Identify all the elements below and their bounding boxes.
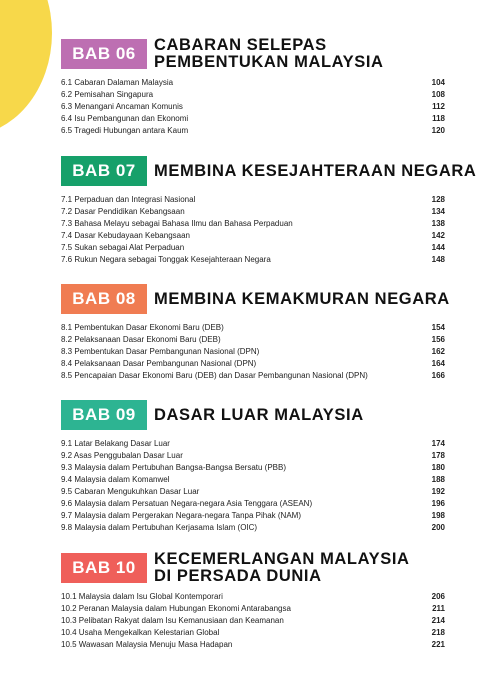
toc-entry-page: 206 <box>431 592 445 601</box>
toc-entry-page: 148 <box>431 255 445 264</box>
chapter-badge: BAB 08 <box>61 284 147 314</box>
toc-entry-page: 128 <box>431 195 445 204</box>
toc-entry-label: 9.7 Malaysia dalam Pergerakan Negara-negara Tanpa Pihak (NAM) <box>61 511 301 520</box>
toc-entry-page: 138 <box>431 219 445 228</box>
toc-entry-label: 10.2 Peranan Malaysia dalam Hubungan Ekonomi Antarabangsa <box>61 604 291 613</box>
toc-entry[interactable] <box>61 370 445 382</box>
toc-entry[interactable] <box>61 486 445 498</box>
toc-entry-label: 10.1 Malaysia dalam Isu Global Kontemporari <box>61 592 223 601</box>
toc-entry-label: 7.6 Rukun Negara sebagai Tonggak Kesejahteraan Negara <box>61 255 271 264</box>
toc-entry-label: 8.4 Pelaksanaan Dasar Pembangunan Nasional (DPN) <box>61 359 257 368</box>
toc-entry-page: 198 <box>431 511 445 520</box>
chapter-badge: BAB 10 <box>61 553 147 583</box>
toc-entry[interactable] <box>61 218 445 230</box>
chapter-badge: BAB 06 <box>61 39 147 69</box>
toc-entry-page: 142 <box>431 231 445 240</box>
toc-entry-page: 218 <box>431 628 445 637</box>
toc-entry-page: 180 <box>431 463 445 472</box>
chapter-title-line-1: MEMBINA KESEJAHTERAAN NEGARA <box>154 162 477 180</box>
toc-entry-label: 7.2 Dasar Pendidikan Kebangsaan <box>61 207 185 216</box>
chapter-badge: BAB 09 <box>61 400 147 430</box>
chapter-title-line-1: MEMBINA KEMAKMURAN NEGARA <box>154 290 450 308</box>
toc-entry-label: 6.4 Isu Pembangunan dan Ekonomi <box>61 114 189 123</box>
toc-entry[interactable] <box>61 462 445 474</box>
chapter-header <box>61 156 477 190</box>
toc-entry[interactable] <box>61 77 445 89</box>
toc-entry[interactable] <box>61 322 445 334</box>
toc-entry[interactable] <box>61 627 445 639</box>
toc-entry-label: 10.5 Wawasan Malaysia Menuju Masa Hadapan <box>61 640 233 649</box>
chapter-title <box>154 551 410 585</box>
toc-entry-label: 9.1 Latar Belakang Dasar Luar <box>61 439 170 448</box>
toc-entry[interactable] <box>61 89 445 101</box>
chapter-title-line-1: DASAR LUAR MALAYSIA <box>154 406 364 424</box>
toc-entry[interactable] <box>61 254 445 266</box>
toc-entry[interactable] <box>61 230 445 242</box>
toc-entry[interactable] <box>61 242 445 254</box>
chapter-header <box>61 284 450 318</box>
toc-entry-page: 178 <box>431 451 445 460</box>
decorative-yellow-circle <box>0 0 52 136</box>
toc-entry-label: 6.3 Menangani Ancaman Komunis <box>61 102 183 111</box>
toc-entry[interactable] <box>61 206 445 218</box>
toc-list <box>61 77 445 137</box>
toc-entry-label: 9.3 Malaysia dalam Pertubuhan Bangsa-Bangsa Bersatu (PBB) <box>61 463 287 472</box>
chapter-header <box>61 550 445 587</box>
chapter-title-line-2: PEMBENTUKAN MALAYSIA <box>154 53 384 71</box>
toc-entry-label: 9.5 Cabaran Mengukuhkan Dasar Luar <box>61 487 200 496</box>
toc-entry-page: 196 <box>431 499 445 508</box>
toc-entry[interactable] <box>61 522 445 534</box>
toc-entry-page: 214 <box>431 616 445 625</box>
toc-entry-page: 156 <box>431 335 445 344</box>
toc-entry-label: 6.1 Cabaran Dalaman Malaysia <box>61 78 174 87</box>
chapter-bab-08 <box>61 284 450 382</box>
chapter-title <box>154 37 384 71</box>
toc-entry-page: 154 <box>431 323 445 332</box>
chapter-header <box>61 400 445 434</box>
toc-entry-label: 7.4 Dasar Kebudayaan Kebangsaan <box>61 231 190 240</box>
toc-entry-label: 9.6 Malaysia dalam Persatuan Negara-negara Asia Tenggara (ASEAN) <box>61 499 313 508</box>
toc-list <box>61 591 445 651</box>
toc-entry[interactable] <box>61 358 445 370</box>
toc-entry-page: 104 <box>431 78 445 87</box>
toc-entry-label: 10.3 Pelibatan Rakyat dalam Isu Kemanusiaan dan Keamanan <box>61 616 284 625</box>
toc-entry[interactable] <box>61 194 445 206</box>
toc-list <box>61 438 445 534</box>
toc-entry-label: 9.8 Malaysia dalam Pertubuhan Kerjasama Islam (OIC) <box>61 523 258 532</box>
toc-entry-page: 211 <box>432 604 445 613</box>
toc-list <box>61 322 445 382</box>
toc-entry[interactable] <box>61 474 445 486</box>
toc-entry[interactable] <box>61 450 445 462</box>
toc-entry-page: 166 <box>431 371 445 380</box>
chapter-bab-09 <box>61 400 445 534</box>
toc-entry-label: 7.5 Sukan sebagai Alat Perpaduan <box>61 243 185 252</box>
toc-entry-label: 7.1 Perpaduan dan Integrasi Nasional <box>61 195 196 204</box>
chapter-title <box>154 407 364 424</box>
toc-entry-page: 162 <box>431 347 445 356</box>
toc-entry-page: 221 <box>431 640 445 649</box>
toc-entry-label: 8.1 Pembentukan Dasar Ekonomi Baru (DEB) <box>61 323 224 332</box>
chapter-bab-10 <box>61 550 445 651</box>
toc-entry-label: 8.5 Pencapaian Dasar Ekonomi Baru (DEB) dan Dasar Pembangunan Nasional (DPN) <box>61 371 368 380</box>
toc-entry-label: 9.4 Malaysia dalam Komanwel <box>61 475 170 484</box>
toc-entry[interactable] <box>61 498 445 510</box>
chapter-badge: BAB 07 <box>61 156 147 186</box>
toc-entry-page: 120 <box>431 126 445 135</box>
toc-entry[interactable] <box>61 101 445 113</box>
toc-entry-label: 8.2 Pelaksanaan Dasar Ekonomi Baru (DEB) <box>61 335 221 344</box>
toc-entry[interactable] <box>61 334 445 346</box>
toc-entry-page: 144 <box>431 243 445 252</box>
chapter-header <box>61 36 445 73</box>
toc-entry-page: 200 <box>431 523 445 532</box>
chapter-title-line-1: KECEMERLANGAN MALAYSIA <box>154 550 410 568</box>
toc-entry-label: 9.2 Asas Penggubalan Dasar Luar <box>61 451 183 460</box>
toc-entry[interactable] <box>61 113 445 125</box>
toc-entry-page: 188 <box>431 475 445 484</box>
toc-entry-page: 118 <box>432 114 445 123</box>
toc-entry-page: 112 <box>432 102 445 111</box>
chapter-bab-06 <box>61 36 445 137</box>
toc-entry-label: 6.2 Pemisahan Singapura <box>61 90 154 99</box>
toc-list <box>61 194 445 266</box>
toc-entry-page: 192 <box>431 487 445 496</box>
toc-entry[interactable] <box>61 591 445 603</box>
toc-entry-label: 7.3 Bahasa Melayu sebagai Bahasa Ilmu dan Bahasa Perpaduan <box>61 219 293 228</box>
chapter-bab-07 <box>61 156 477 266</box>
toc-entry-label: 6.5 Tragedi Hubungan antara Kaum <box>61 126 189 135</box>
toc-entry-page: 174 <box>431 439 445 448</box>
toc-entry[interactable] <box>61 125 445 137</box>
toc-entry-page: 108 <box>431 90 445 99</box>
toc-entry[interactable] <box>61 510 445 522</box>
chapter-title <box>154 291 450 308</box>
chapter-title <box>154 163 476 180</box>
chapter-title-line-1: CABARAN SELEPAS <box>154 36 327 54</box>
toc-entry[interactable] <box>61 438 445 450</box>
toc-entry-page: 164 <box>431 359 445 368</box>
toc-entry[interactable] <box>61 346 445 358</box>
toc-entry-label: 10.4 Usaha Mengekalkan Kelestarian Global <box>61 628 220 637</box>
chapter-title-line-2: DI PERSADA DUNIA <box>154 567 322 585</box>
toc-entry[interactable] <box>61 615 445 627</box>
toc-entry[interactable] <box>61 603 445 615</box>
toc-entry[interactable] <box>61 639 445 651</box>
toc-entry-label: 8.3 Pembentukan Dasar Pembangunan Nasional (DPN) <box>61 347 260 356</box>
toc-entry-page: 134 <box>431 207 445 216</box>
